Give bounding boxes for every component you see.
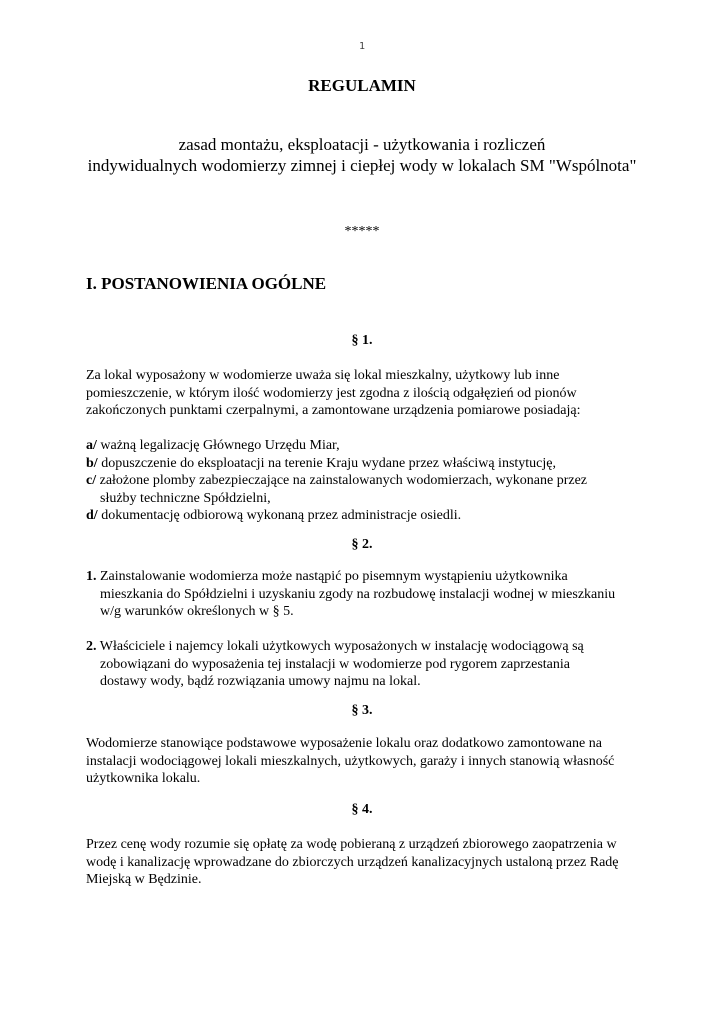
- list-item-text: dokumentację odbiorową wykonaną przez administracje osiedli.: [97, 508, 462, 523]
- text-line: Za lokal wyposażony w wodomierze uważa się lokal mieszkalny, użytkowy lub inne: [86, 368, 560, 383]
- text-line: wodę i kanalizację wprowadzane do zbiorczych urządzeń kanalizacyjnych ustaloną przez Radę: [86, 854, 619, 870]
- list-item-label: d/: [86, 508, 98, 523]
- subtitle-line: indywidualnych wodomierzy zimnej i ciepłej wody w lokalach SM "Wspólnota": [87, 156, 637, 175]
- numbered-item-text: Zainstalowanie wodomierza może nastąpić po pisemnym wystąpieniu użytkownika: [96, 569, 568, 584]
- paragraph-4-mark: § 4.: [351, 802, 373, 817]
- numbered-item-label: 2.: [86, 639, 97, 654]
- numbered-item-label: 1.: [86, 569, 97, 584]
- list-item-continuation: służby techniczne Spółdzielni,: [100, 490, 271, 506]
- page-number: 1: [358, 41, 366, 52]
- text-line: użytkownika lokalu.: [86, 771, 201, 786]
- paragraph-2-body: [86, 568, 656, 691]
- list-item: [86, 455, 656, 473]
- section-heading: I. POSTANOWIENIA OGÓLNE: [86, 274, 327, 293]
- paragraph-4-body: [86, 836, 656, 889]
- paragraph-1-mark: § 1.: [351, 333, 373, 348]
- document-subtitle: [0, 134, 724, 176]
- list-item: [86, 507, 656, 525]
- paragraph-2-mark: § 2.: [351, 537, 373, 552]
- text-line: zakończonych punktami czerpalnymi, a zamontowane urządzenia pomiarowe posiadają:: [86, 403, 581, 418]
- text-line: zobowiązani do wyposażenia tej instalacji w wodomierze pod rygorem zaprzestania: [100, 656, 570, 672]
- text-line: w/g warunków określonych w § 5.: [100, 604, 294, 619]
- list-item-text: dopuszczenie do eksploatacji na terenie Kraju wydane przez właściwą instytucję,: [97, 455, 556, 471]
- paragraph-3-mark: § 3.: [351, 703, 373, 718]
- text-line: Wodomierze stanowiące podstawowe wyposażenie lokalu oraz dodatkowo zamontowane na: [86, 736, 602, 751]
- paragraph-3-body: [86, 735, 656, 788]
- list-item-label: a/: [86, 438, 97, 453]
- text-line: pomieszczenie, w którym ilość wodomierzy jest zgodna z ilością odgałęzień od pionów: [86, 385, 577, 401]
- separator-stars: *****: [344, 224, 380, 239]
- list-item: [86, 437, 656, 455]
- text-line: mieszkania do Spółdzielni i uzyskaniu zgody na rozbudowę instalacji wodnej w mieszkaniu: [100, 586, 616, 602]
- numbered-item: [86, 638, 656, 656]
- text-line: instalacji wodociągowej lokali mieszkalnych, użytkowych, garaży i innych stanowią własność: [86, 753, 615, 769]
- numbered-item-text: Właściciele i najemcy lokali użytkowych wyposażonych w instalację wodociągową są: [96, 639, 584, 654]
- text-line: dostawy wody, bądź rozwiązania umowy najmu na lokal.: [100, 674, 421, 689]
- list-item-label: b/: [86, 455, 98, 471]
- subtitle-line: zasad montażu, eksploatacji - użytkowania i rozliczeń: [178, 135, 546, 154]
- list-item-label: c/: [86, 473, 97, 488]
- list-item: [86, 472, 656, 490]
- list-item-text: założone plomby zabezpieczające na zainstalowanych wodomierzach, wykonane przez: [96, 473, 588, 488]
- text-line: Przez cenę wody rozumie się opłatę za wodę pobieraną z urządzeń zbiorowego zaopatrzenia w: [86, 837, 617, 852]
- list-item-text: ważną legalizację Głównego Urzędu Miar,: [96, 438, 340, 453]
- numbered-item: [86, 568, 656, 586]
- text-line: Miejską w Będzinie.: [86, 872, 202, 887]
- paragraph-1-body: [86, 367, 656, 525]
- document-title: REGULAMIN: [308, 76, 416, 95]
